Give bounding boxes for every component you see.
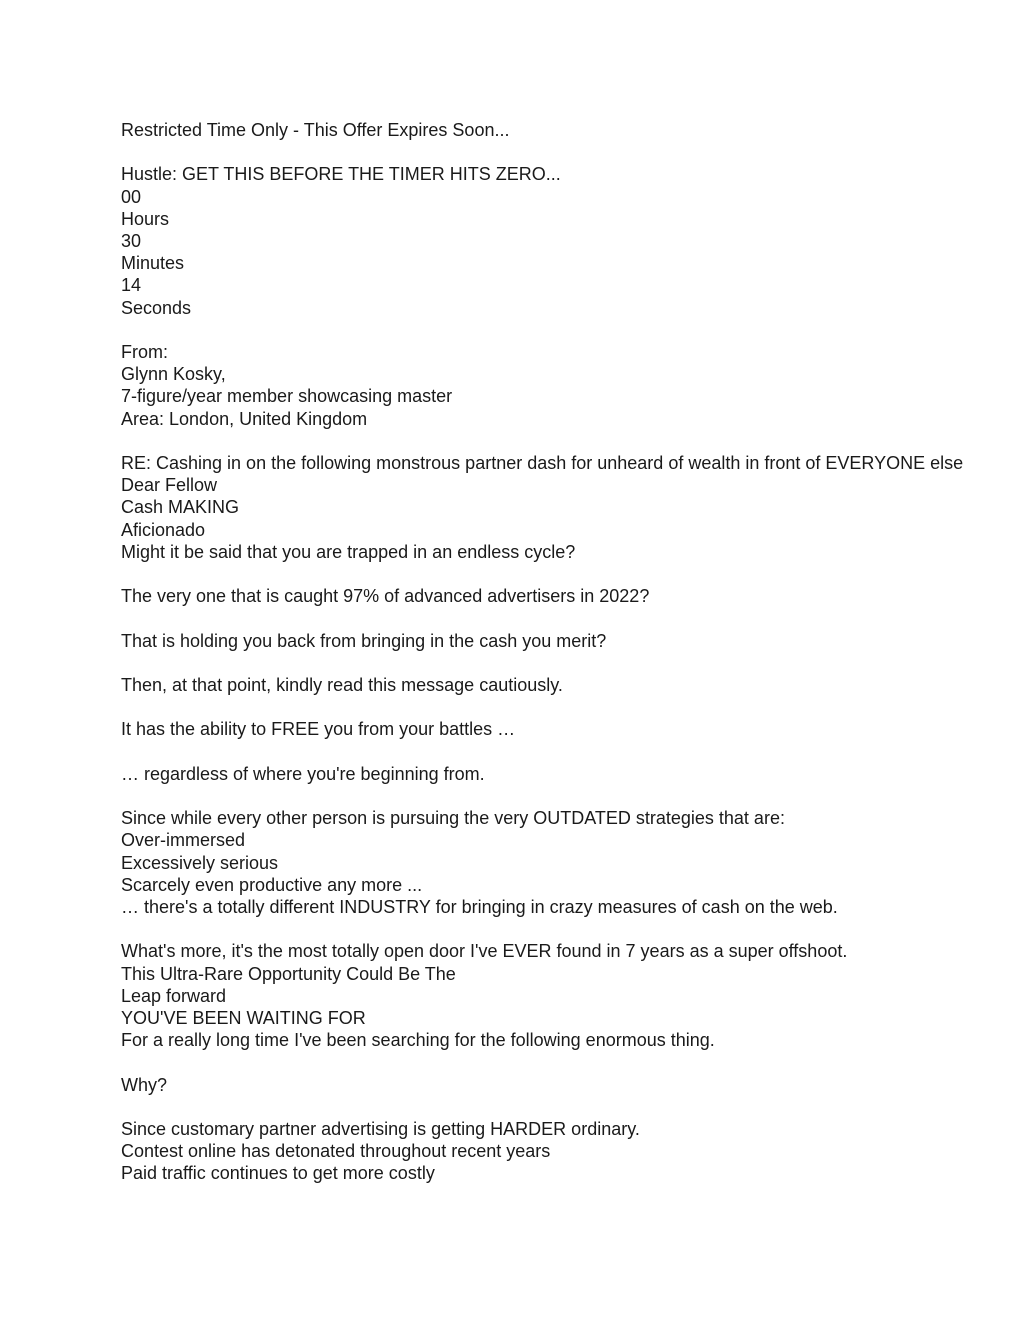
from-label: From: xyxy=(121,342,168,362)
question-paragraph: Might it be said that you are trapped in an endless cycle? xyxy=(121,541,576,562)
greeting-line: Dear Fellow xyxy=(121,475,218,496)
author-title: 7-figure/year member showcasing master xyxy=(121,386,453,407)
opportunity-line: Leap forward xyxy=(121,985,227,1006)
author-name: Glynn Kosky, xyxy=(121,364,226,385)
timer-seconds-label: Seconds xyxy=(121,297,192,318)
greeting-line: Aficionado xyxy=(121,519,206,540)
from-block xyxy=(121,341,981,430)
spacer xyxy=(121,696,981,718)
re-line: RE: Cashing in on the following monstrous partner dash for unheard of wealth in front of EVERYONE else xyxy=(121,453,964,473)
regardless-paragraph: … regardless of where you're beginning from. xyxy=(121,763,485,784)
timer-hours-label: Hours xyxy=(121,208,170,229)
question-paragraph: That is holding you back from bringing in the cash you merit? xyxy=(121,630,607,651)
spacer xyxy=(121,1051,981,1073)
spacer xyxy=(121,918,981,940)
spacer xyxy=(121,1096,981,1118)
industry-paragraph: … there's a totally different INDUSTRY for bringing in crazy measures of cash on the web. xyxy=(121,896,838,917)
since-paragraph: Since while every other person is pursuing the very OUTDATED strategies that are: xyxy=(121,808,785,829)
reason-line: Paid traffic continues to get more costly xyxy=(121,1163,435,1184)
timer-hours-value: 00 xyxy=(121,186,142,207)
question-paragraph: The very one that is caught 97% of advanced advertisers in 2022? xyxy=(121,586,650,607)
ability-paragraph: It has the ability to FREE you from your battles … xyxy=(121,719,516,740)
offer-banner: Restricted Time Only - This Offer Expires Soon... xyxy=(121,120,510,140)
timer-minutes-value: 30 xyxy=(121,231,142,251)
timer-minutes-label: Minutes xyxy=(121,253,185,274)
list-item: Over-immersed xyxy=(121,830,246,851)
timer-heading: Hustle: GET THIS BEFORE THE TIMER HITS ZERO... xyxy=(121,164,561,185)
why-paragraph: Why? xyxy=(121,1074,168,1095)
countdown-timer xyxy=(121,163,981,318)
searching-paragraph: For a really long time I've been searching for the following enormous thing. xyxy=(121,1030,715,1051)
greeting-line: Cash MAKING xyxy=(121,497,240,518)
spacer xyxy=(121,319,981,341)
document-page xyxy=(121,119,981,1185)
customary-paragraph: Since customary partner advertising is getting HARDER ordinary. xyxy=(121,1118,640,1139)
spacer xyxy=(121,563,981,585)
open-door-paragraph: What's more, it's the most totally open door I've EVER found in 7 years as a super offshoot. xyxy=(121,941,848,962)
spacer xyxy=(121,141,981,163)
spacer xyxy=(121,607,981,629)
author-area: Area: London, United Kingdom xyxy=(121,408,368,429)
list-item: Scarcely even productive any more ... xyxy=(121,874,423,895)
list-item: Excessively serious xyxy=(121,852,279,873)
spacer xyxy=(121,741,981,763)
instruction-paragraph: Then, at that point, kindly read this message cautiously. xyxy=(121,674,563,695)
spacer xyxy=(121,430,981,452)
spacer xyxy=(121,785,981,807)
spacer xyxy=(121,652,981,674)
reason-line: Contest online has detonated throughout recent years xyxy=(121,1141,551,1162)
opportunity-line: YOU'VE BEEN WAITING FOR xyxy=(121,1007,366,1028)
opportunity-line: This Ultra-Rare Opportunity Could Be The xyxy=(121,963,456,984)
timer-seconds-value: 14 xyxy=(121,275,142,296)
